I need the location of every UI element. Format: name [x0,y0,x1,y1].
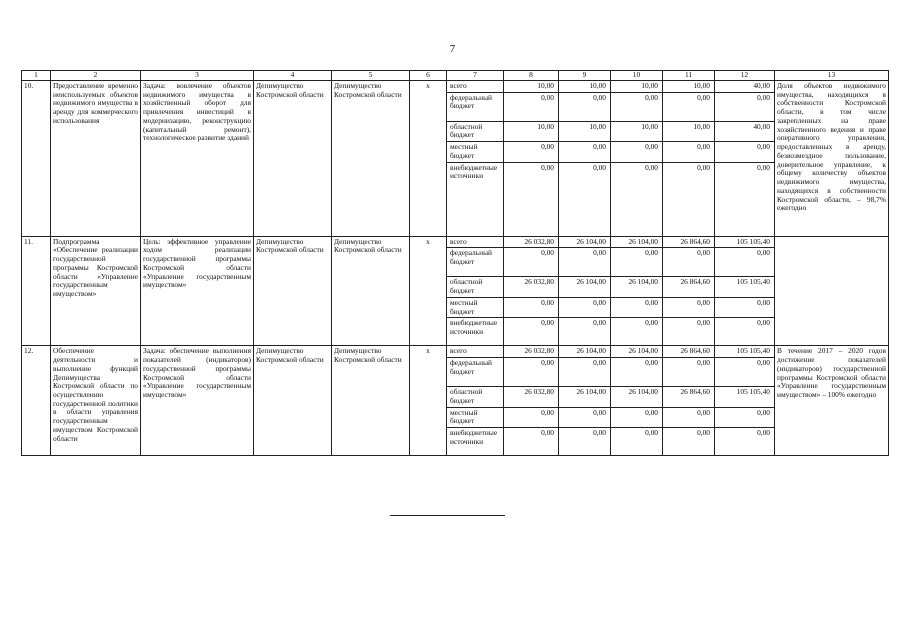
value-2020: 0,00 [663,318,715,346]
header-cell: 4 [254,71,332,81]
row-number: 11. [22,236,51,346]
value-2020: 0,00 [663,248,715,277]
value-2020: 0,00 [663,162,715,236]
value-2020: 0,00 [663,297,715,317]
measure-task: Цель: эффективное управление ходом реализации государственной программы Костромской области «Управление государственным имуществом» [141,236,254,346]
value-2019: 0,00 [611,248,663,277]
value-2019: 0,00 [611,407,663,427]
value-2017: 0,00 [504,297,559,317]
value-2018: 0,00 [559,92,611,121]
value-total: 105 105,40 [715,387,775,407]
value-2020: 26 864,60 [663,236,715,248]
footer-rule [390,515,505,516]
value-2020: 26 864,60 [663,387,715,407]
deadline-mark: х [410,236,447,346]
header-cell: 5 [332,71,410,81]
value-2017: 10,00 [504,81,559,93]
header-cell: 13 [775,71,889,81]
value-2020: 10,00 [663,121,715,141]
responsible-executor: Депимущество Костромской области [254,346,332,456]
column-number-row [22,71,889,81]
funding-source: областной бюджет [447,387,504,407]
value-2018: 10,00 [559,121,611,141]
value-2018: 0,00 [559,297,611,317]
funding-source: внебюджетные источники [447,162,504,236]
responsible-executor: Депимущество Костромской области [254,236,332,346]
funding-source: федеральный бюджет [447,92,504,121]
value-2020: 0,00 [663,428,715,456]
co-executor: Депимущество Костромской области [332,346,410,456]
value-total: 0,00 [715,428,775,456]
value-2018: 26 104,00 [559,236,611,248]
value-total: 40,00 [715,81,775,93]
measure-task: Задача: вовлечение объектов недвижимого имущества в хозяйственный оборот для привлечения инвестиций в модернизацию, реконструкцию (капитальный ремонт), технологическое развитие зданий [141,81,254,237]
value-2019: 26 104,00 [611,236,663,248]
expected-result: В течение 2017 – 2020 годов достижение показателей (индикаторов) государственной программы Костромской области «Управление государственным имуществом» – 100% ежегодно [775,346,889,456]
value-2019: 10,00 [611,121,663,141]
value-2018: 10,00 [559,81,611,93]
value-2018: 0,00 [559,248,611,277]
header-cell: 7 [447,71,504,81]
expected-result [775,236,889,346]
table-row [22,346,889,358]
value-2017: 0,00 [504,358,559,387]
measure-name: Обеспечение деятельности и выполнение функций Депимущества Костромской области по осуществлению государственной политики в области управления государственным имуществом Костромской области [51,346,141,456]
header-cell: 10 [611,71,663,81]
co-executor: Депимущество Костромской области [332,236,410,346]
value-2017: 0,00 [504,407,559,427]
value-2019: 10,00 [611,81,663,93]
value-2019: 26 104,00 [611,387,663,407]
value-2018: 26 104,00 [559,346,611,358]
funding-source: областной бюджет [447,277,504,297]
header-cell: 6 [410,71,447,81]
measure-name: Предоставление временно неиспользуемых объектов недвижимого имущества в аренду для коммерческого использования [51,81,141,237]
value-total: 105 105,40 [715,236,775,248]
value-total: 40,00 [715,121,775,141]
value-2019: 0,00 [611,142,663,162]
deadline-mark: х [410,81,447,237]
value-2018: 0,00 [559,162,611,236]
funding-source: внебюджетные источники [447,428,504,456]
header-cell: 3 [141,71,254,81]
funding-source: всего [447,81,504,93]
co-executor: Депимущество Костромской области [332,81,410,237]
funding-source: всего [447,346,504,358]
value-2017: 26 032,80 [504,236,559,248]
value-2019: 26 104,00 [611,346,663,358]
row-number: 12. [22,346,51,456]
expected-result: Доля объектов недвижимого имущества, находящихся в собственности Костромской области, в том числе закрепленных на праве хозяйственного ведения и праве оперативного управления, предоставленных в аренду, безвозмездное пользование, доверительное управление, к общему количеству объектов недвижимого имущества, находящихся в собственности Костромской области, – 98,7% ежегодно [775,81,889,237]
funding-source: местный бюджет [447,142,504,162]
value-2020: 26 864,60 [663,277,715,297]
funding-source: федеральный бюджет [447,358,504,387]
value-2018: 26 104,00 [559,387,611,407]
responsible-executor: Депимущество Костромской области [254,81,332,237]
value-2019: 0,00 [611,318,663,346]
value-2017: 0,00 [504,428,559,456]
value-2017: 0,00 [504,142,559,162]
header-cell: 9 [559,71,611,81]
value-2017: 0,00 [504,248,559,277]
funding-source: всего [447,236,504,248]
table-row [22,81,889,93]
value-total: 0,00 [715,162,775,236]
value-total: 105 105,40 [715,346,775,358]
header-cell: 11 [663,71,715,81]
value-2018: 0,00 [559,428,611,456]
value-total: 0,00 [715,407,775,427]
funding-source: внебюджетные источники [447,318,504,346]
value-2017: 10,00 [504,121,559,141]
value-total: 0,00 [715,358,775,387]
value-total: 105 105,40 [715,277,775,297]
value-2017: 26 032,80 [504,387,559,407]
funding-source: федеральный бюджет [447,248,504,277]
value-2017: 0,00 [504,92,559,121]
row-number: 10. [22,81,51,237]
value-total: 0,00 [715,318,775,346]
funding-source: областной бюджет [447,121,504,141]
measure-task: Задача: обеспечение выполнения показателей (индикаторов) государственной программы Костромской области «Управление государственным имуществом» [141,346,254,456]
header-cell: 1 [22,71,51,81]
value-2020: 0,00 [663,92,715,121]
value-2020: 0,00 [663,407,715,427]
value-2018: 26 104,00 [559,277,611,297]
header-cell: 2 [51,71,141,81]
page-number: 7 [449,43,456,55]
value-2018: 0,00 [559,407,611,427]
value-2017: 26 032,80 [504,277,559,297]
measure-name: Подпрограмма «Обеспечение реализации государственной программы Костромской области «Управление государственным имуществом» [51,236,141,346]
value-2017: 0,00 [504,162,559,236]
value-total: 0,00 [715,142,775,162]
value-2019: 26 104,00 [611,277,663,297]
header-cell: 12 [715,71,775,81]
value-2020: 0,00 [663,142,715,162]
header-cell: 8 [504,71,559,81]
funding-source: местный бюджет [447,407,504,427]
value-2018: 0,00 [559,142,611,162]
funding-source: местный бюджет [447,297,504,317]
value-2020: 0,00 [663,358,715,387]
value-2019: 0,00 [611,428,663,456]
value-2017: 26 032,80 [504,346,559,358]
value-total: 0,00 [715,92,775,121]
value-2019: 0,00 [611,297,663,317]
value-2018: 0,00 [559,358,611,387]
program-table [21,70,889,456]
table-row [22,236,889,248]
value-total: 0,00 [715,248,775,277]
value-2020: 10,00 [663,81,715,93]
value-2019: 0,00 [611,162,663,236]
value-2017: 0,00 [504,318,559,346]
value-2018: 0,00 [559,318,611,346]
value-2019: 0,00 [611,358,663,387]
value-total: 0,00 [715,297,775,317]
value-2019: 0,00 [611,92,663,121]
deadline-mark: х [410,346,447,456]
value-2020: 26 864,60 [663,346,715,358]
